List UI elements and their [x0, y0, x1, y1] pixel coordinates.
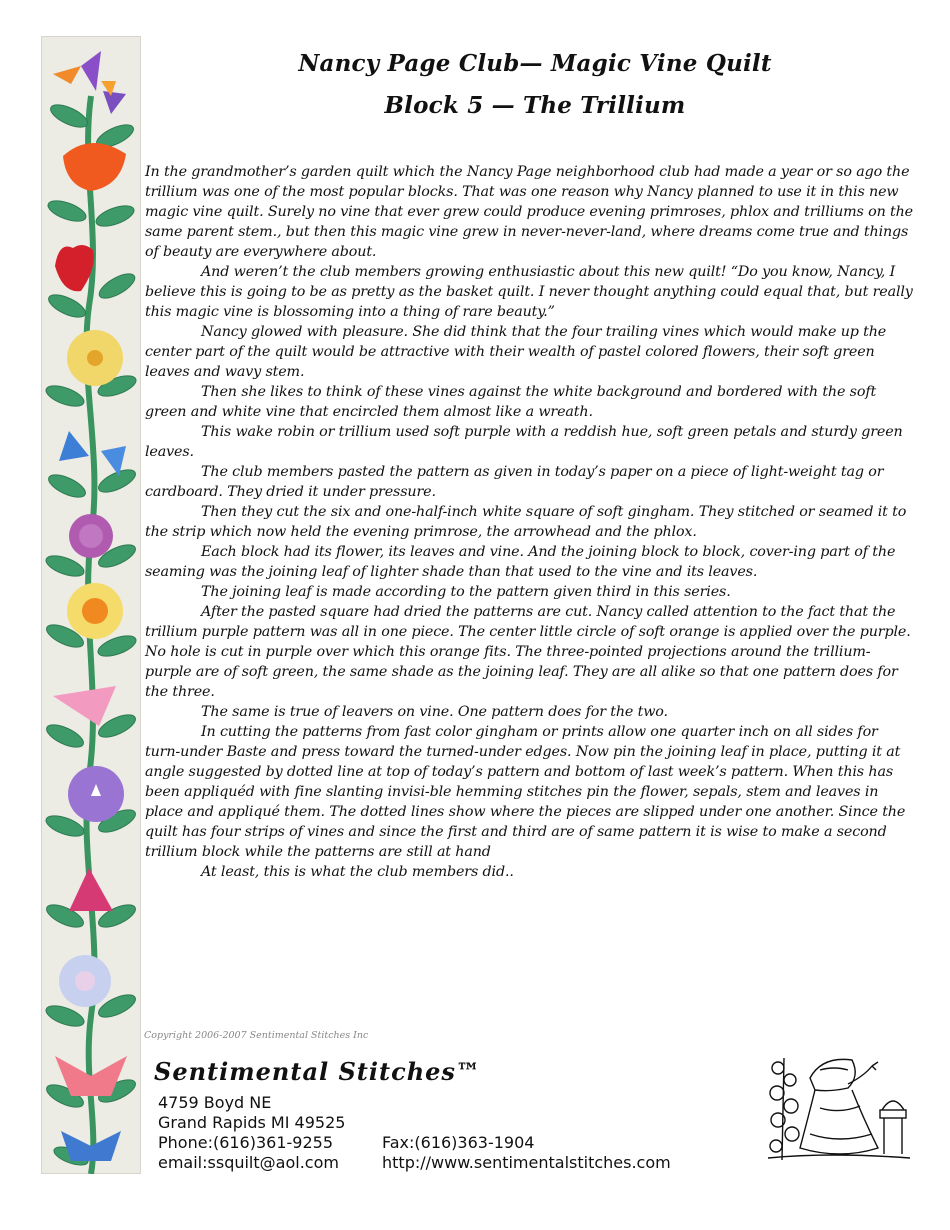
paragraph: The same is true of leavers on vine. One pattern does for the two.	[201, 704, 668, 720]
page-subtitle: Block 5 — The Trillium	[384, 92, 686, 119]
paragraph: At least, this is what the club members did..	[201, 864, 514, 880]
paragraph: The joining leaf is made according to the pattern given third in this series.	[201, 584, 731, 600]
paragraph: Nancy glowed with pleasure. She did think that the four trailing vines which would make up the center part of the quilt would be attractive with their wealth of pastel colored flowers, their soft green leaves and wavy stem.	[145, 324, 887, 380]
phone-number: Phone:(616)361-9255	[158, 1133, 334, 1152]
fax-number: Fax:(616)363-1904	[382, 1133, 535, 1152]
address-line-2: Grand Rapids MI 49525	[158, 1113, 346, 1132]
sunbonnet-girl-illustration	[760, 1048, 915, 1163]
paragraph: The club members pasted the pattern as given in today’s paper on a piece of light-weight tag or cardboard. They dried it under pressure.	[145, 464, 884, 500]
paragraph: In cutting the patterns from fast color gingham or prints allow one quarter inch on all sides for turn-under Baste and press toward the turned-under edges. Now pin the joining leaf in place, putting it at angle suggested by dotted line at top of today’s pattern and bottom of last week’s pattern. When this has been appliquéd with fine slanting invisi-ble hemming stitches pin the flower, sepals, stem and leaves in place and appliqué them. The dotted lines show where the pieces are slipped under one another. Since the quilt has four strips of vines and since the first and third are of same pattern it is wise to make a second trillium block while the patterns are still at hand	[145, 724, 906, 860]
address-line-1: 4759 Boyd NE	[158, 1093, 272, 1112]
paragraph: Then they cut the six and one-half-inch white square of soft gingham. They stitched or seamed it to the strip which now held the evening primrose, the arrowhead and the phlox.	[145, 504, 907, 540]
copyright-notice: Copyright 2006-2007 Sentimental Stitches Inc	[144, 1030, 369, 1041]
paragraph: In the grandmother’s garden quilt which the Nancy Page neighborhood club had made a year or so ago the trillium was one of the most popular blocks. That was one reason why Nancy planned to use it in this new magic vine quilt. Surely no vine that ever grew could produce evening primroses, phlox and trilliums on the same parent stem., but then this magic vine grew in never-never-land, where dreams come true and things of beauty are everywhere about.	[145, 164, 913, 260]
paragraph: And weren’t the club members growing enthusiastic about this new quilt! “Do you know, Nancy, I believe this is going to be as pretty as the basket quilt. I never thought anything could equal that, but really this magic vine is blossoming into a thing of rare beauty.”	[145, 264, 913, 320]
paragraph: Each block had its flower, its leaves and vine. And the joining block to block, cover-ing part of the seaming was the joining leaf of lighter shade than that used to the vine and its leaves.	[145, 544, 896, 580]
quilt-strip-image	[41, 36, 141, 1174]
paragraph: This wake robin or trillium used soft purple with a reddish hue, soft green petals and sturdy green leaves.	[145, 424, 903, 460]
paragraph: Then she likes to think of these vines against the white background and bordered with the soft green and white vine that encircled them almost like a wreath.	[145, 384, 877, 420]
page-title: Nancy Page Club— Magic Vine Quilt	[298, 50, 772, 77]
brand-name: Sentimental Stitches™	[154, 1057, 481, 1086]
article-body	[145, 162, 915, 882]
website-link[interactable]: http://www.sentimentalstitches.com	[382, 1153, 671, 1172]
email-address[interactable]: email:ssquilt@aol.com	[158, 1153, 339, 1172]
paragraph: After the pasted square had dried the patterns are cut. Nancy called attention to the fact that the trillium purple pattern was all in one piece. The center little circle of soft orange is applied over the purple. No hole is cut in purple over which this orange fits. The three-pointed projections around the trillium-purple are of soft green, the same shade as the joining leaf. They are all alike so that one pattern does for the three.	[145, 604, 911, 700]
